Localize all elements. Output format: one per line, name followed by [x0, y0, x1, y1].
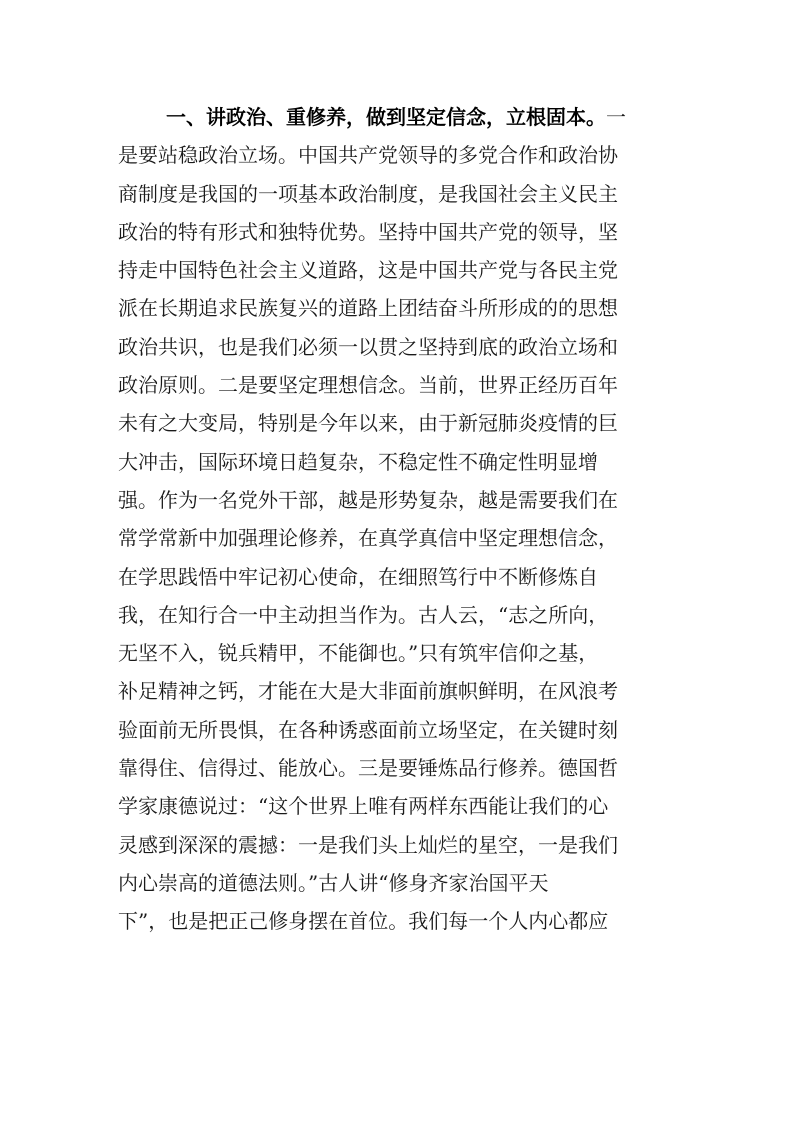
paragraph-first-line	[118, 98, 663, 136]
text-line: 常学常新中加强理论修养，在真学真信中坚定理想信念，	[118, 526, 618, 551]
text-line: 学家康德说过：“这个世界上唯有两样东西能让我们的心	[118, 794, 609, 819]
text-line: 政治共识，也是我们必须一以贯之坚持到底的政治立场和	[118, 334, 618, 359]
text-line: 灵感到深深的震撼：一是我们头上灿烂的星空，一是我们	[118, 832, 618, 857]
text-line: 无坚不入，锐兵精甲，不能御也。”只有筑牢信仰之基，	[118, 641, 599, 666]
section-heading: 一、讲政治、重修养，做到坚定信念，立根固本。	[166, 105, 606, 129]
text-line: 是要站稳政治立场。中国共产党领导的多党合作和政治协	[118, 143, 618, 168]
text-line: 内心崇高的道德法则。”古人讲“修身齐家治国平天	[118, 870, 549, 895]
text-line: 下”，也是把正己修身摆在首位。我们每一个人内心都应	[118, 909, 609, 934]
text-line: 大冲击，国际环境日趋复杂，不稳定性不确定性明显增	[118, 449, 598, 474]
text-line: 未有之大变局，特别是今年以来，由于新冠肺炎疫情的巨	[118, 411, 618, 436]
text-line: 商制度是我国的一项基本政治制度，是我国社会主义民主	[118, 181, 618, 206]
text-line: 验面前无所畏惧，在各种诱惑面前立场坚定，在关键时刻	[118, 717, 618, 742]
text-line: 靠得住、信得过、能放心。三是要锤炼品行修养。德国哲	[118, 756, 618, 781]
text-line: 补足精神之钙，才能在大是大非面前旗帜鲜明，在风浪考	[118, 679, 618, 704]
text-line: 强。作为一名党外干部，越是形势复杂，越是需要我们在	[118, 487, 618, 512]
text-line: 一	[606, 105, 626, 129]
text-line: 政治原则。二是要坚定理想信念。当前，世界正经历百年	[118, 373, 618, 398]
body-text	[118, 98, 663, 941]
text-line: 派在长期追求民族复兴的道路上团结奋斗所形成的的思想	[118, 296, 618, 321]
text-line: 持走中国特色社会主义道路，这是中国共产党与各民主党	[118, 258, 618, 283]
text-line: 政治的特有形式和独特优势。坚持中国共产党的领导，坚	[118, 219, 618, 244]
text-line: 在学思践悟中牢记初心使命，在细照笃行中不断修炼自	[118, 564, 598, 589]
text-line: 我，在知行合一中主动担当作为。古人云，“志之所向，	[118, 602, 609, 627]
